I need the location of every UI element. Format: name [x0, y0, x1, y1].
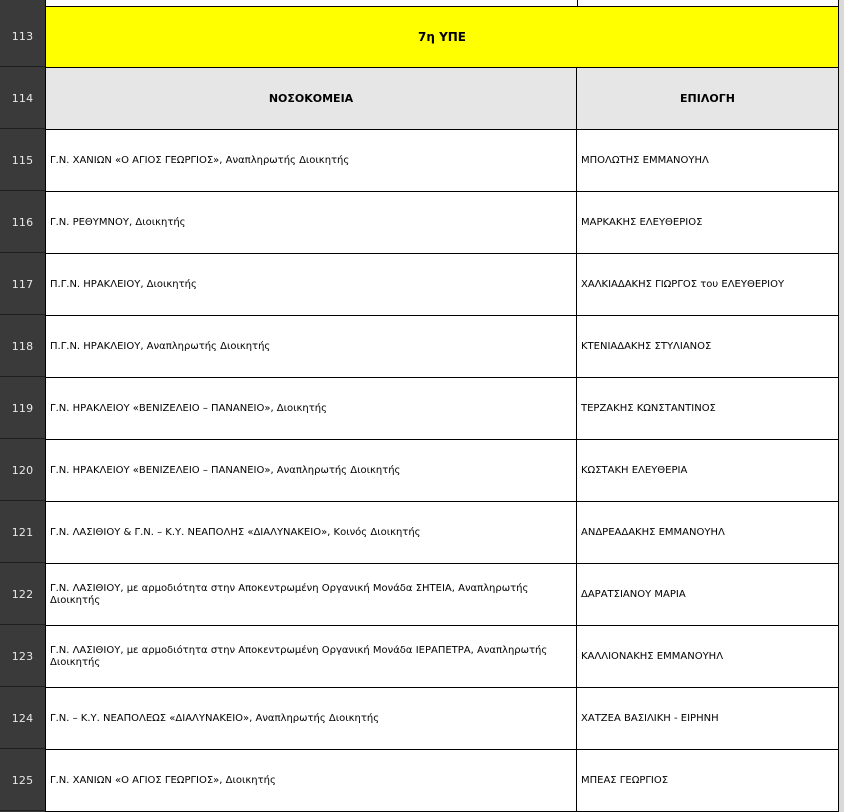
- right-gutter: [839, 0, 844, 812]
- hospital-cell[interactable]: Γ.Ν. ΛΑΣΙΘΙΟΥ & Γ.Ν. – Κ.Υ. ΝΕΑΠΟΛΗΣ «ΔΙΑΛΥΝΑΚΕΙΟ», Κοινός Διοικητής: [45, 502, 577, 564]
- selection-cell[interactable]: ΜΑΡΚΑΚΗΣ ΕΛΕΥΘΕΡΙΟΣ: [576, 192, 839, 254]
- row-number-column: [0, 0, 45, 812]
- hospital-cell[interactable]: Γ.Ν. ΗΡΑΚΛΕΙΟΥ «ΒΕΝΙΖΕΛΕΙΟ – ΠΑΝΑΝΕΙΟ», Αναπληρωτής Διοικητής: [45, 440, 577, 502]
- hospital-cell[interactable]: Γ.Ν. ΗΡΑΚΛΕΙΟΥ «ΒΕΝΙΖΕΛΕΙΟ – ΠΑΝΑΝΕΙΟ», Διοικητής: [45, 378, 577, 440]
- hospital-cell[interactable]: Γ.Ν. ΛΑΣΙΘΙΟΥ, με αρμοδιότητα στην Αποκεντρωμένη Οργανική Μονάδα ΣΗΤΕΙΑ, Αναπληρωτής Διοικητής: [45, 564, 577, 626]
- table-row: [45, 502, 839, 564]
- row-number[interactable]: 117: [0, 254, 45, 315]
- selection-cell[interactable]: ΧΑΤΖΕΑ ΒΑΣΙΛΙΚΗ - ΕΙΡΗΝΗ: [576, 688, 839, 750]
- cell-grid: [45, 0, 844, 812]
- row-number[interactable]: 125: [0, 750, 45, 811]
- selection-cell[interactable]: ΤΕΡΖΑΚΗΣ ΚΩΝΣΤΑΝΤΙΝΟΣ: [576, 378, 839, 440]
- hospital-cell[interactable]: Γ.Ν. ΡΕΘΥΜΝΟΥ, Διοικητής: [45, 192, 577, 254]
- row-number[interactable]: 124: [0, 688, 45, 749]
- row-number[interactable]: 114: [0, 68, 45, 129]
- row-number[interactable]: 113: [0, 6, 45, 67]
- selection-cell[interactable]: ΚΑΛΛΙΟΝΑΚΗΣ ΕΜΜΑΝΟΥΗΛ: [576, 626, 839, 688]
- header-cell-hospitals[interactable]: ΝΟΣΟΚΟΜΕΙΑ: [45, 68, 577, 130]
- hospital-cell[interactable]: Γ.Ν. ΧΑΝΙΩΝ «Ο ΑΓΙΟΣ ΓΕΩΡΓΙΟΣ», Διοικητής: [45, 750, 577, 812]
- table-row: [45, 378, 839, 440]
- selection-cell[interactable]: ΚΩΣΤΑΚΗ ΕΛΕΥΘΕΡΙΑ: [576, 440, 839, 502]
- hospital-cell[interactable]: Π.Γ.Ν. ΗΡΑΚΛΕΙΟΥ, Διοικητής: [45, 254, 577, 316]
- row-number[interactable]: 123: [0, 626, 45, 687]
- row-number[interactable]: 116: [0, 192, 45, 253]
- table-row: [45, 688, 839, 750]
- table-row: [45, 192, 839, 254]
- selection-cell[interactable]: ΚΤΕΝΙΑΔΑΚΗΣ ΣΤΥΛΙΑΝΟΣ: [576, 316, 839, 378]
- table-header-row: [45, 68, 839, 130]
- hospital-cell[interactable]: Γ.Ν. ΛΑΣΙΘΙΟΥ, με αρμοδιότητα στην Αποκεντρωμένη Οργανική Μονάδα ΙΕΡΑΠΕΤΡΑ, Αναπληρωτής Διοικητής: [45, 626, 577, 688]
- table-row: [45, 440, 839, 502]
- selection-cell[interactable]: ΑΝΔΡΕΑΔΑΚΗΣ ΕΜΜΑΝΟΥΗΛ: [576, 502, 839, 564]
- row-number[interactable]: 119: [0, 378, 45, 439]
- table-row: [45, 626, 839, 688]
- selection-cell[interactable]: ΜΠΕΑΣ ΓΕΩΡΓΙΟΣ: [576, 750, 839, 812]
- selection-cell[interactable]: ΧΑΛΚΙΑΔΑΚΗΣ ΓΙΩΡΓΟΣ του ΕΛΕΥΘΕΡΙΟΥ: [576, 254, 839, 316]
- hospital-cell[interactable]: Γ.Ν. ΧΑΝΙΩΝ «Ο ΑΓΙΟΣ ΓΕΩΡΓΙΟΣ», Αναπληρωτής Διοικητής: [45, 130, 577, 192]
- table-row: [45, 316, 839, 378]
- row-number[interactable]: 120: [0, 440, 45, 501]
- hospital-cell[interactable]: Π.Γ.Ν. ΗΡΑΚΛΕΙΟΥ, Αναπληρωτής Διοικητής: [45, 316, 577, 378]
- selection-cell[interactable]: ΔΑΡΑΤΣΙΑΝΟΥ ΜΑΡΙΑ: [576, 564, 839, 626]
- table-row: [45, 130, 839, 192]
- section-title-cell[interactable]: 7η ΥΠΕ: [45, 6, 839, 68]
- row-number[interactable]: 121: [0, 502, 45, 563]
- row-number[interactable]: 122: [0, 564, 45, 625]
- hospital-cell[interactable]: Γ.Ν. – Κ.Υ. ΝΕΑΠΟΛΕΩΣ «ΔΙΑΛΥΝΑΚΕΙΟ», Αναπληρωτής Διοικητής: [45, 688, 577, 750]
- header-cell-selection[interactable]: ΕΠΙΛΟΓΗ: [576, 68, 839, 130]
- table-row: [45, 254, 839, 316]
- table-row: [45, 564, 839, 626]
- row-number[interactable]: 118: [0, 316, 45, 377]
- row-number[interactable]: 115: [0, 130, 45, 191]
- selection-cell[interactable]: ΜΠΟΛΩΤΗΣ ΕΜΜΑΝΟΥΗΛ: [576, 130, 839, 192]
- table-row: [45, 750, 839, 812]
